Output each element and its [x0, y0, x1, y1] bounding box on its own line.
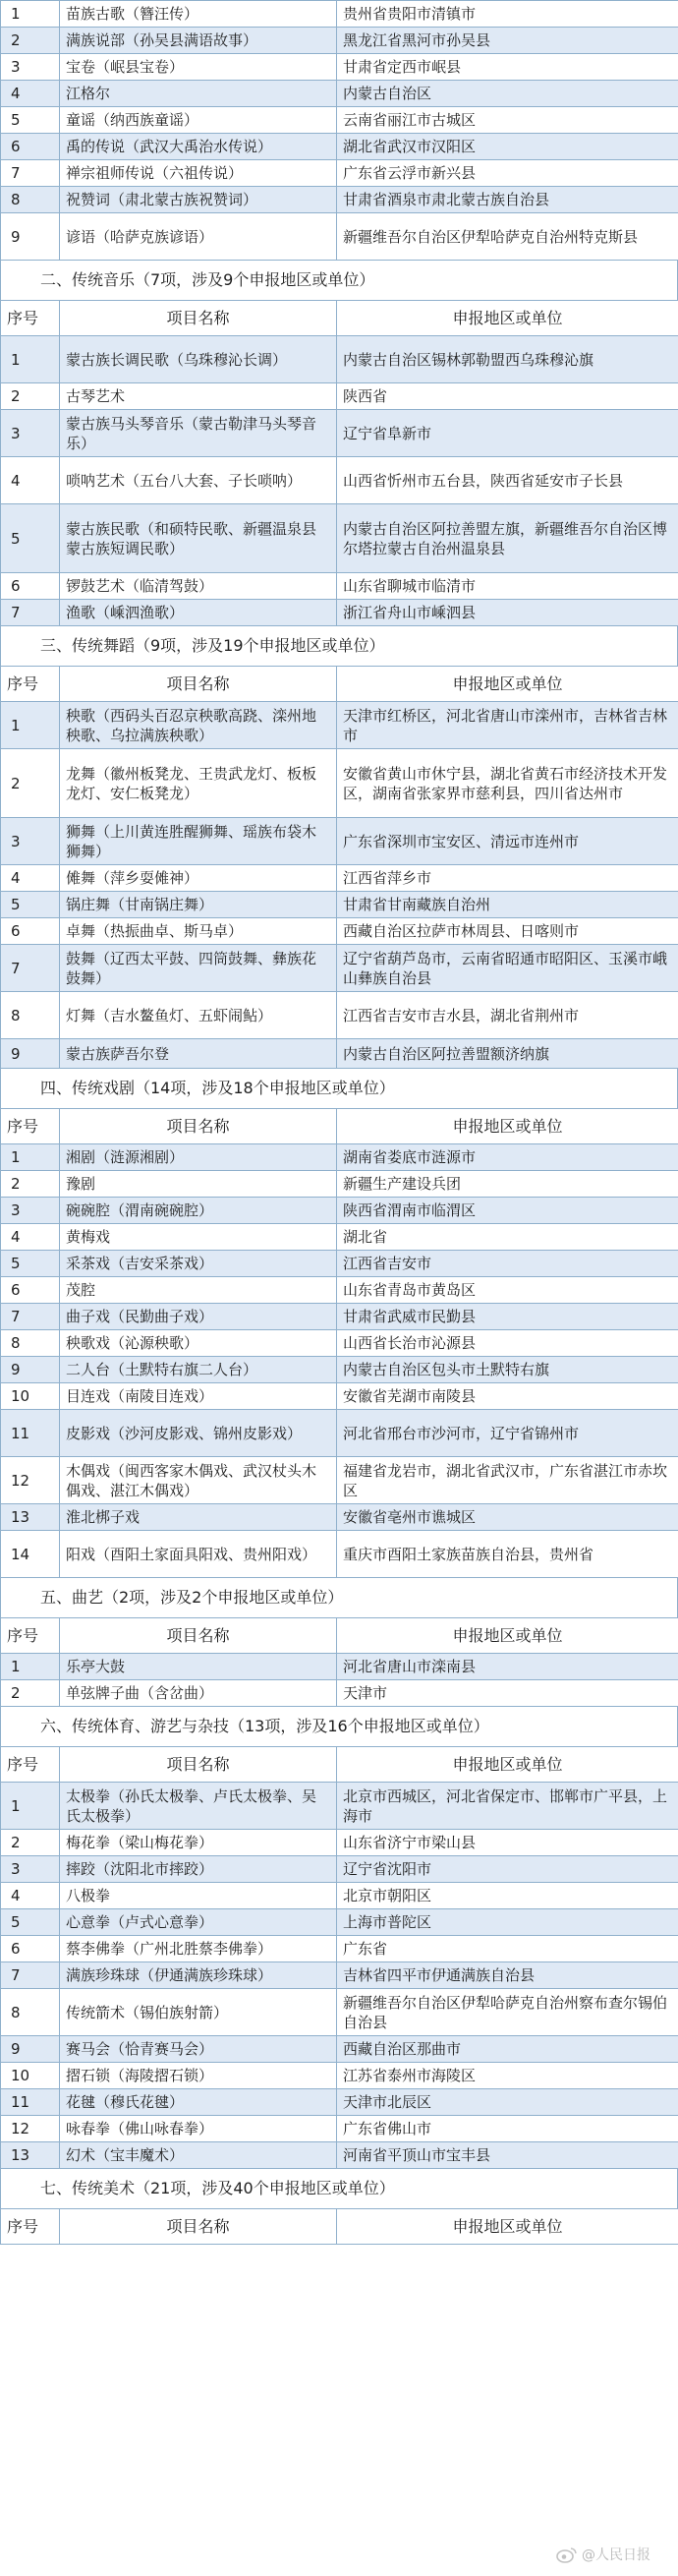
- row-num: 8: [1, 187, 60, 213]
- row-name: 渔歌（嵊泗渔歌）: [60, 600, 337, 626]
- header-region: 申报地区或单位: [337, 1618, 678, 1654]
- table-row: [1, 107, 678, 134]
- table-row: [1, 187, 678, 213]
- row-name: 锅庄舞（甘南锅庄舞）: [60, 892, 337, 918]
- row-num: 6: [1, 918, 60, 945]
- row-region: 河南省平顶山市宝丰县: [337, 2142, 678, 2169]
- row-name: 秧歌（西码头百忍京秧歌高跷、滦州地秧歌、乌拉满族秧歌）: [60, 702, 337, 749]
- table-row: [1, 1277, 678, 1304]
- row-region: 内蒙古自治区: [337, 81, 678, 107]
- row-num: 7: [1, 1962, 60, 1989]
- row-num: 12: [1, 1457, 60, 1504]
- row-num: 4: [1, 457, 60, 504]
- row-region: 江西省吉安市: [337, 1251, 678, 1277]
- row-num: 1: [1, 336, 60, 383]
- table-row: [1, 1410, 678, 1457]
- row-region: 山东省聊城市临清市: [337, 573, 678, 600]
- row-region: 山东省济宁市梁山县: [337, 1830, 678, 1856]
- header-num: 序号: [1, 301, 60, 336]
- table-header-row: [1, 301, 678, 336]
- row-region: 江苏省泰州市海陵区: [337, 2063, 678, 2089]
- row-name: 淮北梆子戏: [60, 1504, 337, 1531]
- row-region: 辽宁省沈阳市: [337, 1856, 678, 1883]
- header-num: 序号: [1, 2209, 60, 2245]
- section-table: [0, 300, 678, 626]
- row-num: 3: [1, 818, 60, 865]
- row-name: 湘剧（涟源湘剧）: [60, 1144, 337, 1171]
- row-name: 苗族古歌（簪汪传）: [60, 1, 337, 28]
- row-name: 黄梅戏: [60, 1224, 337, 1251]
- header-region: 申报地区或单位: [337, 1747, 678, 1783]
- row-num: 1: [1, 702, 60, 749]
- row-num: 3: [1, 1198, 60, 1224]
- header-num: 序号: [1, 1747, 60, 1783]
- row-name: 心意拳（卢式心意拳）: [60, 1909, 337, 1936]
- table-row: [1, 160, 678, 187]
- row-region: 新疆维吾尔自治区伊犁哈萨克自治州察布查尔锡伯自治县: [337, 1989, 678, 2036]
- row-num: 3: [1, 410, 60, 457]
- table-row: [1, 1962, 678, 1989]
- row-name: 满族珍珠球（伊通满族珍珠球）: [60, 1962, 337, 1989]
- row-region: 北京市西城区，河北省保定市、邯郸市广平县，上海市: [337, 1783, 678, 1830]
- row-region: 内蒙古自治区阿拉善盟左旗，新疆维吾尔自治区博尔塔拉蒙古自治州温泉县: [337, 504, 678, 573]
- table-row: [1, 865, 678, 892]
- table-row: [1, 918, 678, 945]
- row-num: 5: [1, 107, 60, 134]
- table-row: [1, 1680, 678, 1707]
- row-region: 甘肃省定西市岷县: [337, 54, 678, 81]
- row-num: 2: [1, 1171, 60, 1198]
- table-row: [1, 1531, 678, 1578]
- row-num: 7: [1, 600, 60, 626]
- row-num: 2: [1, 749, 60, 818]
- row-region: 湖北省武汉市汉阳区: [337, 134, 678, 160]
- row-name: 古琴艺术: [60, 383, 337, 410]
- row-region: 西藏自治区那曲市: [337, 2036, 678, 2063]
- row-name: 摔跤（沈阳北市摔跤）: [60, 1856, 337, 1883]
- row-name: 豫剧: [60, 1171, 337, 1198]
- header-region: 申报地区或单位: [337, 2209, 678, 2245]
- row-name: 卓舞（热振曲卓、斯马卓）: [60, 918, 337, 945]
- header-name: 项目名称: [60, 301, 337, 336]
- row-region: 新疆生产建设兵团: [337, 1171, 678, 1198]
- table-row: [1, 945, 678, 992]
- row-name: 鼓舞（辽西太平鼓、四筒鼓舞、彝族花鼓舞）: [60, 945, 337, 992]
- header-region: 申报地区或单位: [337, 667, 678, 702]
- table-row: [1, 1251, 678, 1277]
- table-row: [1, 1830, 678, 1856]
- section-title: 四、传统戏剧（14项，涉及18个申报地区或单位）: [0, 1069, 678, 1108]
- row-region: 西藏自治区拉萨市林周县、日喀则市: [337, 918, 678, 945]
- row-num: 4: [1, 1224, 60, 1251]
- table-row: [1, 457, 678, 504]
- row-num: 7: [1, 160, 60, 187]
- row-region: 甘肃省酒泉市肃北蒙古族自治县: [337, 187, 678, 213]
- row-name: 八极拳: [60, 1883, 337, 1909]
- row-region: 天津市红桥区，河北省唐山市滦州市，吉林省吉林市: [337, 702, 678, 749]
- row-num: 5: [1, 504, 60, 573]
- row-name: 阳戏（酉阳土家面具阳戏、贵州阳戏）: [60, 1531, 337, 1578]
- row-name: 祝赞词（肃北蒙古族祝赞词）: [60, 187, 337, 213]
- row-name: 碗碗腔（渭南碗碗腔）: [60, 1198, 337, 1224]
- header-name: 项目名称: [60, 1618, 337, 1654]
- table-row: [1, 573, 678, 600]
- row-region: 浙江省舟山市嵊泗县: [337, 600, 678, 626]
- row-name: 蒙古族萨吾尔登: [60, 1039, 337, 1069]
- row-name: 蔡李佛拳（广州北胜蔡李佛拳）: [60, 1936, 337, 1962]
- row-name: 满族说部（孙吴县满语故事）: [60, 28, 337, 54]
- row-region: 山东省青岛市黄岛区: [337, 1277, 678, 1304]
- row-num: 1: [1, 1, 60, 28]
- table-row: [1, 1383, 678, 1410]
- row-num: 14: [1, 1531, 60, 1578]
- row-num: 9: [1, 1039, 60, 1069]
- table-row: [1, 1989, 678, 2036]
- row-region: 江西省吉安市吉水县，湖北省荆州市: [337, 992, 678, 1039]
- row-region: 重庆市酉阳土家族苗族自治县，贵州省: [337, 1531, 678, 1578]
- row-name: 童谣（纳西族童谣）: [60, 107, 337, 134]
- table-row: [1, 892, 678, 918]
- row-num: 9: [1, 2036, 60, 2063]
- row-num: 9: [1, 213, 60, 261]
- table-row: [1, 1198, 678, 1224]
- row-region: 福建省龙岩市，湖北省武汉市，广东省湛江市赤坎区: [337, 1457, 678, 1504]
- table-row: [1, 1654, 678, 1680]
- section-title: 三、传统舞蹈（9项，涉及19个申报地区或单位）: [0, 626, 678, 666]
- row-region: 辽宁省阜新市: [337, 410, 678, 457]
- row-region: 上海市普陀区: [337, 1909, 678, 1936]
- table-row: [1, 600, 678, 626]
- row-num: 11: [1, 1410, 60, 1457]
- section-title: 五、曲艺（2项，涉及2个申报地区或单位）: [0, 1578, 678, 1617]
- row-region: 安徽省芜湖市南陵县: [337, 1383, 678, 1410]
- folk-literature-table: [0, 0, 678, 261]
- header-region: 申报地区或单位: [337, 301, 678, 336]
- row-num: 6: [1, 134, 60, 160]
- row-name: 江格尔: [60, 81, 337, 107]
- row-region: 陕西省渭南市临渭区: [337, 1198, 678, 1224]
- table-row: [1, 1936, 678, 1962]
- row-num: 1: [1, 1654, 60, 1680]
- row-num: 5: [1, 1251, 60, 1277]
- row-region: 内蒙古自治区锡林郭勒盟西乌珠穆沁旗: [337, 336, 678, 383]
- table-row: [1, 1330, 678, 1357]
- row-num: 4: [1, 865, 60, 892]
- table-row: [1, 336, 678, 383]
- table-row: [1, 1856, 678, 1883]
- row-region: 黑龙江省黑河市孙吴县: [337, 28, 678, 54]
- row-name: 摺石锁（海陵摺石锁）: [60, 2063, 337, 2089]
- weibo-logo-icon: [556, 2546, 578, 2563]
- row-region: 陕西省: [337, 383, 678, 410]
- row-region: 山西省忻州市五台县，陕西省延安市子长县: [337, 457, 678, 504]
- row-name: 目连戏（南陵目连戏）: [60, 1383, 337, 1410]
- row-name: 禹的传说（武汉大禹治水传说）: [60, 134, 337, 160]
- table-row: [1, 1504, 678, 1531]
- header-num: 序号: [1, 667, 60, 702]
- row-name: 蒙古族民歌（和硕特民歌、新疆温泉县蒙古族短调民歌）: [60, 504, 337, 573]
- table-row: [1, 992, 678, 1039]
- table-row: [1, 1144, 678, 1171]
- section-title: 六、传统体育、游艺与杂技（13项，涉及16个申报地区或单位）: [0, 1707, 678, 1746]
- row-name: 花毽（穆氏花毽）: [60, 2089, 337, 2116]
- row-name: 皮影戏（沙河皮影戏、锦州皮影戏）: [60, 1410, 337, 1457]
- row-name: 乐亭大鼓: [60, 1654, 337, 1680]
- row-region: 内蒙古自治区包头市土默特右旗: [337, 1357, 678, 1383]
- row-name: 傩舞（萍乡耍傩神）: [60, 865, 337, 892]
- row-num: 10: [1, 1383, 60, 1410]
- row-num: 2: [1, 1830, 60, 1856]
- section-table: [0, 666, 678, 1069]
- row-region: 辽宁省葫芦岛市，云南省昭通市昭阳区、玉溪市峨山彝族自治县: [337, 945, 678, 992]
- row-num: 13: [1, 2142, 60, 2169]
- table-row: [1, 749, 678, 818]
- table-row: [1, 1171, 678, 1198]
- table-row: [1, 1, 678, 28]
- table-row: [1, 2142, 678, 2169]
- header-num: 序号: [1, 1109, 60, 1144]
- row-region: 安徽省亳州市谯城区: [337, 1504, 678, 1531]
- row-region: 贵州省贵阳市清镇市: [337, 1, 678, 28]
- row-name: 赛马会（恰青赛马会）: [60, 2036, 337, 2063]
- table-row: [1, 1883, 678, 1909]
- row-num: 10: [1, 2063, 60, 2089]
- table-header-row: [1, 1618, 678, 1654]
- row-name: 禅宗祖师传说（六祖传说）: [60, 160, 337, 187]
- row-num: 8: [1, 1989, 60, 2036]
- row-name: 灯舞（吉水鳌鱼灯、五虾闹鲇）: [60, 992, 337, 1039]
- row-num: 2: [1, 383, 60, 410]
- watermark-text: @人民日报: [582, 2547, 650, 2563]
- table-row: [1, 504, 678, 573]
- row-name: 咏春拳（佛山咏春拳）: [60, 2116, 337, 2142]
- row-name: 狮舞（上川黄连胜醒狮舞、瑶族布袋木狮舞）: [60, 818, 337, 865]
- section-table: [0, 1108, 678, 1578]
- table-row: [1, 2089, 678, 2116]
- row-name: 幻术（宝丰魔术）: [60, 2142, 337, 2169]
- row-region: 内蒙古自治区阿拉善盟额济纳旗: [337, 1039, 678, 1069]
- row-name: 蒙古族长调民歌（乌珠穆沁长调）: [60, 336, 337, 383]
- row-region: 广东省佛山市: [337, 2116, 678, 2142]
- row-region: 天津市北辰区: [337, 2089, 678, 2116]
- row-region: 安徽省黄山市休宁县，湖北省黄石市经济技术开发区，湖南省张家界市慈利县，四川省达州市: [337, 749, 678, 818]
- watermark: [556, 2545, 650, 2564]
- row-num: 11: [1, 2089, 60, 2116]
- row-name: 采茶戏（吉安采茶戏）: [60, 1251, 337, 1277]
- row-name: 唢呐艺术（五台八大套、子长唢呐）: [60, 457, 337, 504]
- table-row: [1, 213, 678, 261]
- row-region: 湖南省娄底市涟源市: [337, 1144, 678, 1171]
- row-region: 甘肃省武威市民勤县: [337, 1304, 678, 1330]
- row-name: 单弦牌子曲（含岔曲）: [60, 1680, 337, 1707]
- table-row: [1, 2063, 678, 2089]
- row-num: 8: [1, 992, 60, 1039]
- table-header-row: [1, 667, 678, 702]
- row-num: 2: [1, 28, 60, 54]
- row-region: 江西省萍乡市: [337, 865, 678, 892]
- row-name: 锣鼓艺术（临清驾鼓）: [60, 573, 337, 600]
- table-row: [1, 81, 678, 107]
- table-row: [1, 28, 678, 54]
- table-row: [1, 1357, 678, 1383]
- table-row: [1, 54, 678, 81]
- header-region: 申报地区或单位: [337, 1109, 678, 1144]
- table-row: [1, 1457, 678, 1504]
- row-region: 广东省云浮市新兴县: [337, 160, 678, 187]
- row-name: 谚语（哈萨克族谚语）: [60, 213, 337, 261]
- row-name: 传统箭术（锡伯族射箭）: [60, 1989, 337, 2036]
- row-region: 广东省: [337, 1936, 678, 1962]
- section-table: [0, 1746, 678, 2169]
- section-table: [0, 1617, 678, 1707]
- row-num: 12: [1, 2116, 60, 2142]
- row-num: 5: [1, 1909, 60, 1936]
- row-region: 云南省丽江市古城区: [337, 107, 678, 134]
- table-header-row: [1, 2209, 678, 2245]
- row-num: 4: [1, 1883, 60, 1909]
- table-row: [1, 1304, 678, 1330]
- table-row: [1, 1224, 678, 1251]
- row-region: 河北省邢台市沙河市，辽宁省锦州市: [337, 1410, 678, 1457]
- row-num: 1: [1, 1144, 60, 1171]
- row-num: 7: [1, 945, 60, 992]
- row-num: 13: [1, 1504, 60, 1531]
- row-name: 木偶戏（闽西客家木偶戏、武汉杖头木偶戏、湛江木偶戏）: [60, 1457, 337, 1504]
- table-row: [1, 1783, 678, 1830]
- row-num: 1: [1, 1783, 60, 1830]
- section-title: 七、传统美术（21项，涉及40个申报地区或单位）: [0, 2169, 678, 2208]
- section-title: 二、传统音乐（7项，涉及9个申报地区或单位）: [0, 261, 678, 300]
- header-name: 项目名称: [60, 1747, 337, 1783]
- row-num: 9: [1, 1357, 60, 1383]
- header-name: 项目名称: [60, 1109, 337, 1144]
- row-name: 梅花拳（梁山梅花拳）: [60, 1830, 337, 1856]
- row-region: 广东省深圳市宝安区、清远市连州市: [337, 818, 678, 865]
- row-num: 3: [1, 54, 60, 81]
- table-row: [1, 1039, 678, 1069]
- row-region: 新疆维吾尔自治区伊犁哈萨克自治州特克斯县: [337, 213, 678, 261]
- table-row: [1, 818, 678, 865]
- row-num: 4: [1, 81, 60, 107]
- row-num: 3: [1, 1856, 60, 1883]
- row-name: 曲子戏（民勤曲子戏）: [60, 1304, 337, 1330]
- row-region: 北京市朝阳区: [337, 1883, 678, 1909]
- row-region: 天津市: [337, 1680, 678, 1707]
- row-region: 吉林省四平市伊通满族自治县: [337, 1962, 678, 1989]
- row-name: 二人台（土默特右旗二人台）: [60, 1357, 337, 1383]
- row-name: 宝卷（岷县宝卷）: [60, 54, 337, 81]
- row-num: 8: [1, 1330, 60, 1357]
- row-name: 秧歌戏（沁源秧歌）: [60, 1330, 337, 1357]
- table-row: [1, 2036, 678, 2063]
- table-row: [1, 1909, 678, 1936]
- header-name: 项目名称: [60, 667, 337, 702]
- row-region: 湖北省: [337, 1224, 678, 1251]
- table-header-row: [1, 1747, 678, 1783]
- row-name: 龙舞（徽州板凳龙、王贵武龙灯、板板龙灯、安仁板凳龙）: [60, 749, 337, 818]
- table-header-row: [1, 1109, 678, 1144]
- table-row: [1, 134, 678, 160]
- row-name: 茂腔: [60, 1277, 337, 1304]
- row-region: 山西省长治市沁源县: [337, 1330, 678, 1357]
- table-row: [1, 2116, 678, 2142]
- header-name: 项目名称: [60, 2209, 337, 2245]
- row-name: 太极拳（孙氏太极拳、卢氏太极拳、吴氏太极拳）: [60, 1783, 337, 1830]
- table-row: [1, 410, 678, 457]
- table-row: [1, 702, 678, 749]
- row-num: 6: [1, 573, 60, 600]
- row-num: 6: [1, 1936, 60, 1962]
- table-row: [1, 383, 678, 410]
- header-num: 序号: [1, 1618, 60, 1654]
- row-num: 7: [1, 1304, 60, 1330]
- row-num: 2: [1, 1680, 60, 1707]
- section-table: [0, 2208, 678, 2245]
- row-region: 河北省唐山市滦南县: [337, 1654, 678, 1680]
- row-num: 5: [1, 892, 60, 918]
- row-name: 蒙古族马头琴音乐（蒙古勒津马头琴音乐）: [60, 410, 337, 457]
- row-region: 甘肃省甘南藏族自治州: [337, 892, 678, 918]
- row-num: 6: [1, 1277, 60, 1304]
